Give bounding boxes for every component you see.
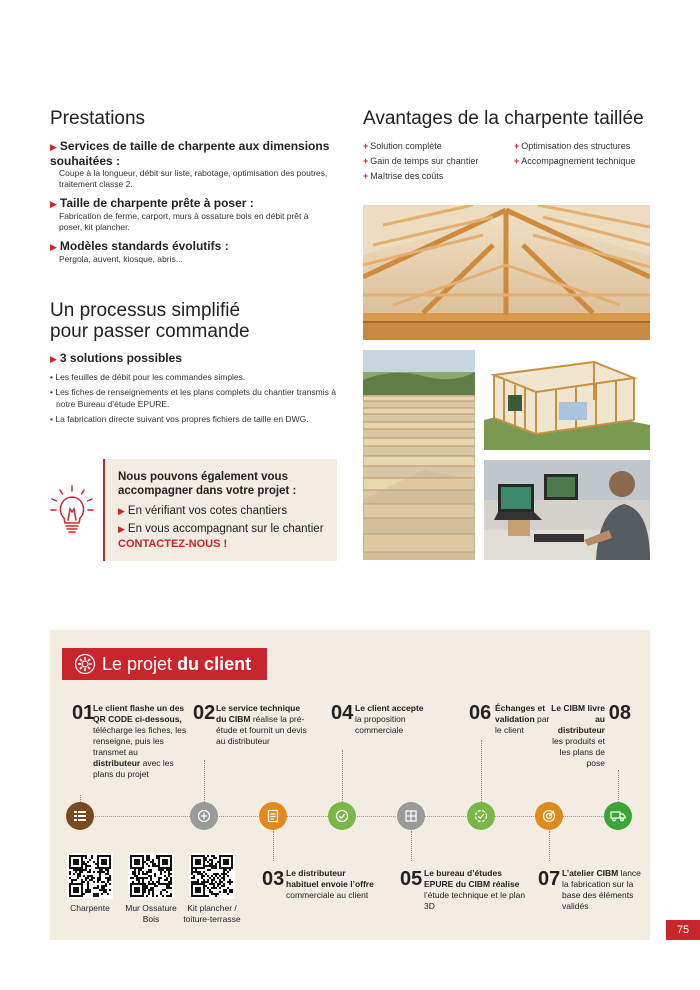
step-01: 01 Le client flashe un des QR CODE ci-dessous, télécharge les fiches, les renseigne, puis les transmet au distributeur avec les plans du projet (72, 702, 187, 779)
document-icon (266, 809, 280, 823)
delivery-truck-icon (610, 809, 626, 823)
list-icon (73, 809, 87, 823)
prestation-item-desc: Pergola, auvent, kiosque, abris... (59, 254, 183, 264)
step-number: 01 (72, 702, 95, 724)
exchange-icon (474, 809, 488, 823)
step-06: 06 Échanges et validation par le client (469, 702, 550, 735)
callout-item: ▶ En vous accompagnant sur le chantier (118, 523, 324, 535)
connector (80, 795, 81, 802)
projet-title-bold: du client (177, 653, 252, 674)
process-bullet: • La fabrication directe suivant vos propres fichiers de taille en DWG. (50, 414, 309, 424)
target-icon (542, 809, 556, 823)
avantage-item: + Optimisation des structures (514, 141, 631, 151)
blueprint-icon (404, 809, 418, 823)
step-02: 02 Le service technique du CIBM réalise la pré-étude et fournit un devis au distributeur (193, 702, 307, 746)
projet-title-banner (62, 648, 267, 680)
avantage-item: + Maîtrise des coûts (363, 171, 444, 181)
avantage-item: + Solution complète (363, 141, 442, 151)
callout-item: ▶ En vérifiant vos cotes chantiers (118, 505, 288, 517)
step-number: 04 (331, 702, 354, 724)
process-title-line2: pour passer commande (50, 321, 250, 342)
page-number: 75 (666, 920, 700, 940)
prestation-item-desc: Fabrication de ferme, carport, murs à ossature bois en débit prêt à poser, kit plancher. (59, 211, 309, 232)
prestation-item: ▶ Modèles standards évolutifs : Pergola, auvent, kiosque, abris... (50, 239, 330, 265)
photo-office-worker (484, 460, 650, 560)
step-number: 06 (469, 702, 492, 724)
process-title-line1: Un processus simplifié (50, 300, 241, 321)
step-number: 05 (400, 868, 423, 890)
prestations-title: Prestations (50, 108, 146, 129)
connector (618, 770, 619, 802)
qr-code-charpente[interactable] (67, 853, 113, 899)
step-05-circle (397, 802, 425, 830)
photo-3d-model (484, 350, 650, 450)
process-bullet: • Les fiches de renseignements et les plans complets du chantier transmis à notre Bureau d’étude EPURE. (50, 387, 336, 409)
connector (204, 760, 205, 802)
prestations-section (50, 108, 330, 265)
gear-icon (74, 653, 96, 675)
qr-label: Kit plancher / toiture-terrasse (183, 903, 241, 924)
callout-title-line1: Nous pouvons également vous (118, 471, 288, 483)
prestation-item: ▶ Services de taille de charpente aux dimensions souhaitées : Coupe à la longueur, débit sur liste, rabotage, optimisation des poutres, traitement classe 2. (50, 139, 330, 189)
photo-floor-joists (363, 350, 475, 560)
qr-code-mur-ossature-bois[interactable] (128, 853, 174, 899)
connector (481, 740, 482, 802)
connector (342, 750, 343, 802)
prestation-item-title: Modèles standards évolutifs : (59, 239, 229, 253)
step-07-circle (535, 802, 563, 830)
connector (411, 831, 412, 861)
avantages-section (363, 108, 663, 184)
qr-code-kit-plancher[interactable] (189, 853, 235, 899)
process-subtitle: 3 solutions possibles (59, 351, 182, 365)
contact-cta[interactable]: CONTACTEZ-NOUS ! (118, 538, 228, 550)
step-04-circle (328, 802, 356, 830)
connector (273, 831, 274, 861)
step-number: 07 (538, 868, 561, 890)
prestation-item-title: Services de taille de charpente aux dimensions souhaitées : (50, 139, 330, 168)
process-bullet: • Les feuilles de débit pour les commandes simples. (50, 372, 246, 382)
calculator-icon (197, 809, 211, 823)
step-number: 02 (193, 702, 216, 724)
qr-label: Charpente (70, 903, 110, 913)
avantage-item: + Gain de temps sur chantier (363, 156, 479, 166)
step-03: 03 Le distributeur habituel envoie l’offre commerciale au client (262, 868, 374, 900)
avantage-item: + Accompagnement technique (514, 156, 636, 166)
connector (549, 831, 550, 861)
prestation-item: ▶ Taille de charpente prête à poser : Fabrication de ferme, carport, murs à ossature bois en débit prêt à poser, kit plancher. (50, 196, 330, 233)
step-04: 04 Le client accepte la proposition commerciale (331, 702, 424, 735)
photo-roof-frame (363, 205, 650, 340)
step-08: 08 Le CIBM livre au distributeur les produits et les plans de pose (551, 702, 631, 768)
step-02-circle (190, 802, 218, 830)
step-05: 05 Le bureau d’études EPURE du CIBM réalise l’étude technique et le plan 3D (400, 868, 526, 911)
step-number: 03 (262, 868, 285, 890)
callout-title-line2: accompagner dans votre projet : (118, 485, 297, 497)
step-number: 08 (608, 702, 631, 724)
avantages-title: Avantages de la charpente taillée (363, 108, 644, 129)
step-08-circle (604, 802, 632, 830)
step-07: 07 L’atelier CIBM lance la fabrication sur la base des éléments validés (538, 868, 641, 911)
step-01-circle (66, 802, 94, 830)
check-icon (335, 809, 349, 823)
step-03-circle (259, 802, 287, 830)
step-06-circle (467, 802, 495, 830)
prestation-item-desc: Coupe à la longueur, débit sur liste, rabotage, optimisation des poutres, traitement classe 2. (59, 168, 328, 189)
projet-title-light: Le projet (102, 653, 178, 674)
lightbulb-icon (48, 484, 96, 538)
process-section: Un processus simplifié pour passer commande ▶ 3 solutions possibles • Les feuilles de débit pour les commandes simples. • Les fiches de renseignements et les plans complets du chantier transmis à notre Bureau d’étude EPURE. • La fabrication directe suivant vos propres fichiers de taille en DWG. (50, 300, 340, 425)
prestation-item-title: Taille de charpente prête à poser : (59, 196, 254, 210)
contact-callout (103, 459, 337, 561)
qr-label: Mur Ossature Bois (125, 903, 177, 924)
